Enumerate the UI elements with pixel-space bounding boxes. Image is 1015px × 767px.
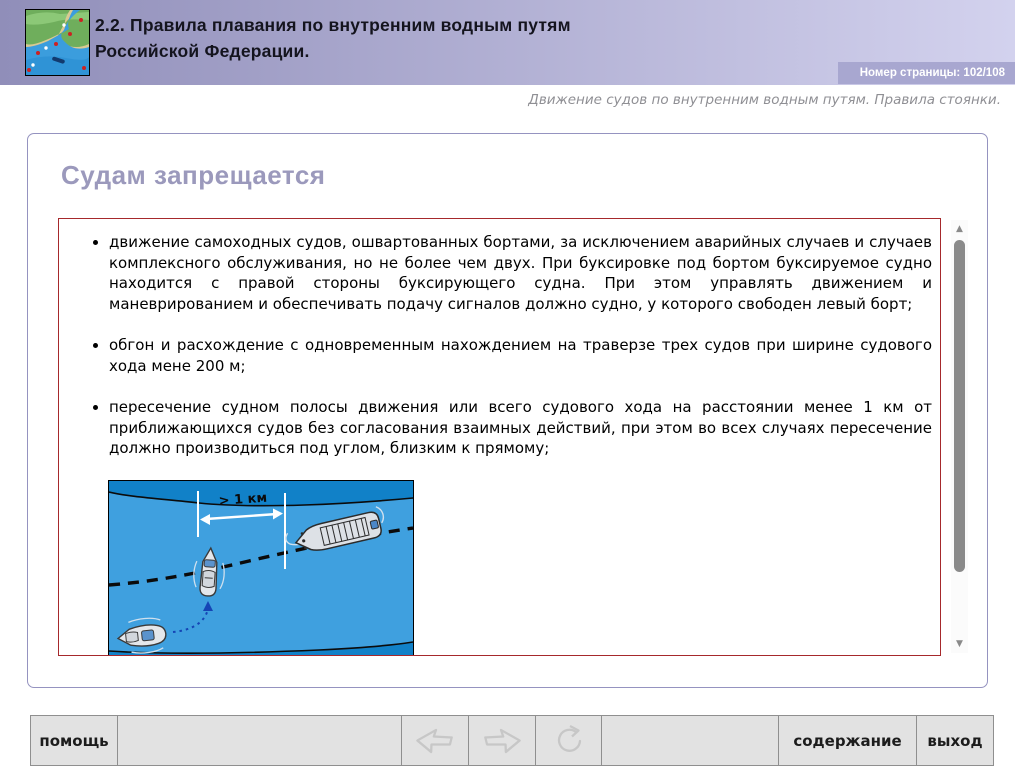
rules-list <box>59 232 932 459</box>
scroll-up-button[interactable]: ▲ <box>956 224 963 234</box>
scroll-down-button[interactable]: ▼ <box>956 639 963 649</box>
scrollbar-thumb[interactable] <box>954 240 965 572</box>
forward-button[interactable] <box>468 715 536 766</box>
bottom-toolbar <box>30 715 1000 766</box>
help-button[interactable]: помощь <box>30 715 118 766</box>
exit-button[interactable]: выход <box>916 715 994 766</box>
back-button[interactable] <box>401 715 469 766</box>
app-header <box>0 0 1015 85</box>
content-panel <box>27 133 988 688</box>
distance-label: > 1 км <box>218 490 268 509</box>
crossing-diagram-figure <box>108 480 940 657</box>
list-item: • движение самоходных судов, ошвартованных бортами, за исключением аварийных случаев и случаев комплексного обслуживания, но не более чем двух. При буксировке под бортом буксируемое судно находится с правой стороны буксирующего судна. При этом управлять движением и маневрированием и обеспечивать подачу сигналов должно судно, у которого свободен левый борт; <box>109 232 932 314</box>
back-arrow-icon <box>413 725 457 757</box>
breadcrumb: Движение судов по внутренним водным путям. Правила стоянки. <box>0 85 1015 115</box>
contents-button[interactable]: содержание <box>778 715 917 766</box>
waterway-logo-icon <box>25 9 90 76</box>
scrollbar-track[interactable] <box>951 220 968 653</box>
page-number-badge: Номер страницы: 102/108 <box>838 62 1015 84</box>
toolbar-spacer <box>117 715 402 766</box>
list-item: • обгон и расхождение с одновременным нахождением на траверзе трех судов при ширине судового хода мене 200 м; <box>109 335 932 376</box>
page-title <box>95 12 571 64</box>
list-item: • пересечение судном полосы движения или всего судового хода на расстоянии менее 1 км от приближающихся судов без согласования взаимных действий, при этом во всех случаях пересечение должно производиться под углом, близким к прямому; <box>109 397 932 459</box>
refresh-icon <box>551 724 587 758</box>
page-title-line1: 2.2. Правила плавания по внутренним водным путям <box>95 15 571 35</box>
page-title-line2: Российской Федерации. <box>95 41 310 61</box>
section-heading: Судам запрещается <box>61 160 326 190</box>
toolbar-spacer <box>601 715 779 766</box>
rules-text-box <box>58 218 941 656</box>
forward-arrow-icon <box>480 725 524 757</box>
crossing-diagram <box>108 480 414 657</box>
refresh-button[interactable] <box>535 715 602 766</box>
